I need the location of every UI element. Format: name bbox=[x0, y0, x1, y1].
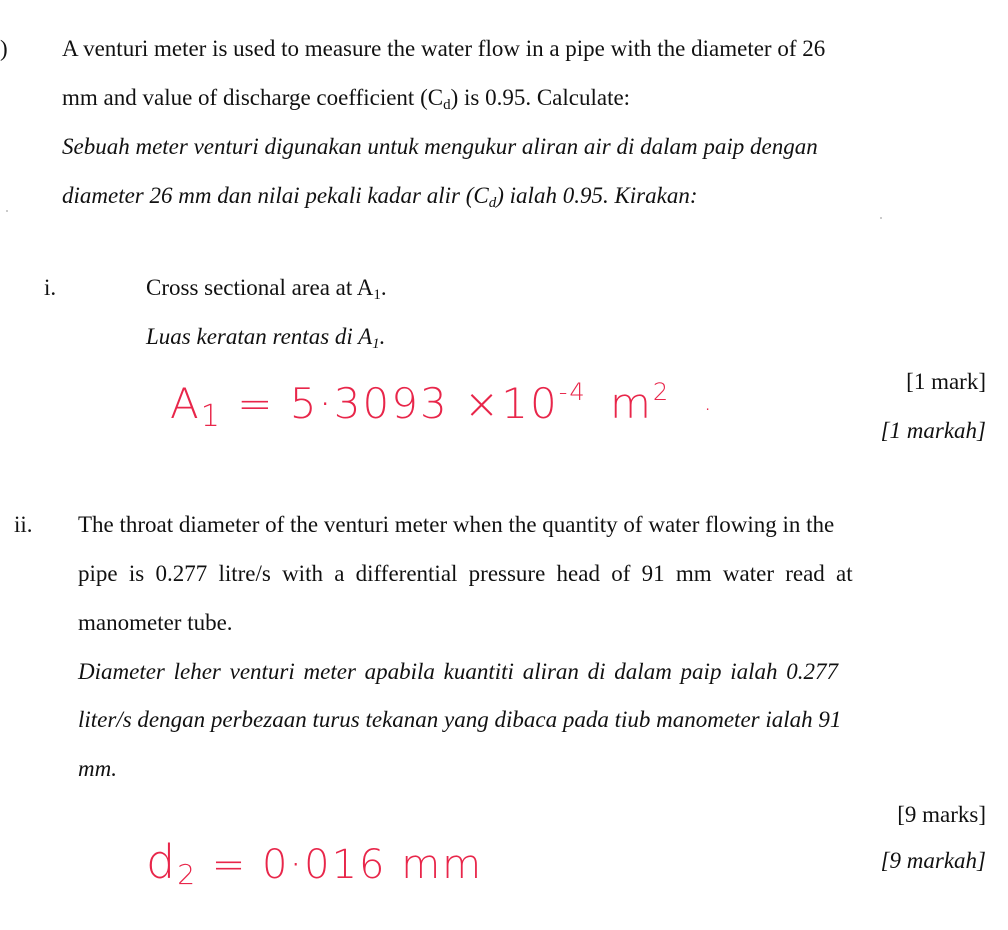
part-ii-text-ms-line1: Diameter leher venturi meter apabila kuantiti aliran di dalam paip ialah 0.277 bbox=[78, 659, 838, 684]
part-i-answer-lhs-sub: 1 bbox=[200, 399, 222, 434]
part-i-text-ms-pre: Luas keratan rentas di A bbox=[146, 324, 373, 349]
part-i-text-en-post: . bbox=[380, 275, 387, 300]
scan-speck bbox=[880, 217, 882, 219]
part-i-answer-rhs: = 5·3093 ×10 bbox=[237, 379, 559, 428]
part-i-answer-exp: -4 bbox=[558, 378, 587, 406]
part-ii-answer-rhs: = 0·016 mm bbox=[211, 842, 484, 888]
question-stem-ms-line1: Sebuah meter venturi digunakan untuk mengukur aliran air di dalam paip dengan bbox=[62, 134, 818, 159]
scan-speck bbox=[6, 210, 8, 212]
part-ii-handwritten-answer bbox=[146, 835, 483, 891]
part-ii-text-ms-line3: mm. bbox=[78, 756, 117, 781]
part-ii-label: ii. bbox=[14, 512, 33, 537]
part-ii-text-en-line2: pipe is 0.277 litre/s with a differential pressure head of 91 mm water read at bbox=[78, 561, 853, 586]
part-i-text-en-sub: 1 bbox=[373, 287, 381, 303]
part-i-text-ms-post: . bbox=[379, 324, 386, 349]
stem-en-line2-pre: mm and value of discharge coefficient (C bbox=[62, 85, 444, 110]
stem-en-line2-post: ) is 0.95. Calculate: bbox=[450, 85, 631, 110]
part-ii-marks-ms: [9 markah] bbox=[880, 848, 986, 873]
part-ii-answer-lhs: d bbox=[146, 835, 178, 889]
question-stem-ms-line2 bbox=[62, 183, 698, 212]
part-i-answer-end: · bbox=[703, 395, 714, 425]
part-i-text-en-pre: Cross sectional area at A bbox=[146, 275, 374, 300]
part-ii-text-ms-line2: liter/s dengan perbezaan turus tekanan yang dibaca pada tiub manometer ialah 91 bbox=[78, 707, 842, 732]
part-ii-marks-en: [9 marks] bbox=[897, 802, 986, 827]
stem-ms-line2-post: ) ialah 0.95. Kirakan: bbox=[496, 183, 698, 208]
part-i-text-en bbox=[146, 275, 387, 304]
part-i-answer-lhs: A bbox=[170, 379, 201, 428]
part-i-marks-en: [1 mark] bbox=[906, 369, 986, 394]
stem-en-line2-sub: d bbox=[443, 97, 451, 113]
part-ii-text-en-line1-text: The throat diameter of the venturi meter when the quantity of water flowing in the bbox=[78, 512, 835, 537]
part-i-label: i. bbox=[44, 275, 57, 300]
part-i-answer-unit: m bbox=[609, 379, 653, 428]
part-i-text-ms-sub: 1 bbox=[372, 336, 380, 352]
part-i-marks-ms: [1 markah] bbox=[880, 418, 986, 443]
part-ii-answer-lhs-sub: 2 bbox=[177, 858, 198, 891]
question-stem-en-line1: A venturi meter is used to measure the water flow in a pipe with the diameter of 26 bbox=[62, 36, 826, 61]
part-i-handwritten-answer bbox=[170, 378, 714, 434]
stem-ms-line2-sub: d bbox=[488, 195, 497, 211]
part-i-text-ms bbox=[146, 324, 385, 353]
part-ii-text-en-line1 bbox=[78, 512, 988, 538]
question-number-fragment: ) bbox=[0, 36, 8, 61]
question-stem-en-line2 bbox=[62, 85, 630, 114]
part-ii-text-en-line3: manometer tube. bbox=[78, 610, 233, 635]
stem-ms-line2-pre: diameter 26 mm dan nilai pekali kadar alir (C bbox=[62, 183, 489, 208]
part-i-answer-unit-exp: 2 bbox=[652, 378, 671, 406]
